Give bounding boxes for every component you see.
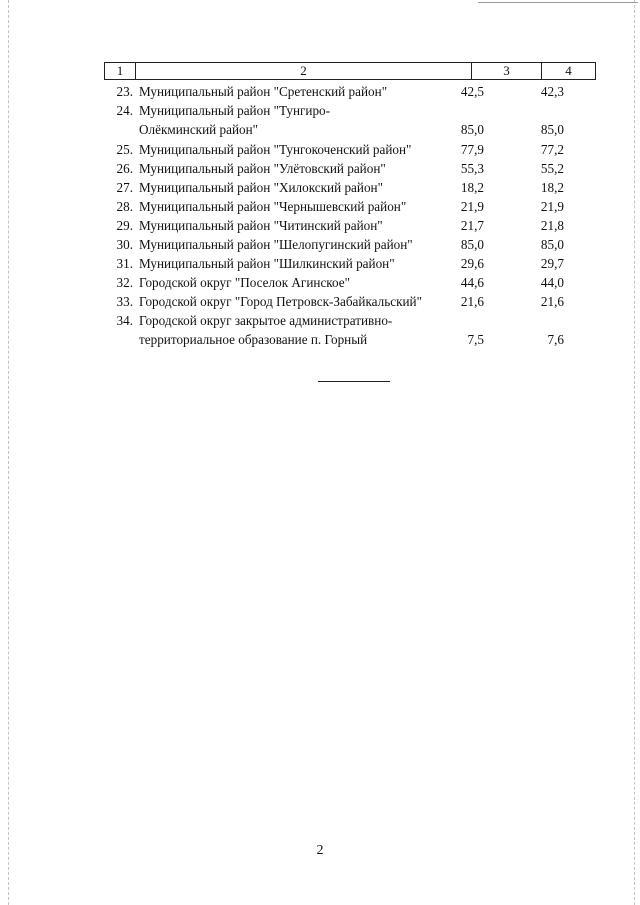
row-value-col3: 77,9 [460, 142, 484, 157]
row-value-col3: 29,6 [460, 256, 484, 271]
row-name: Муниципальный район "Шилкинский район" [139, 256, 395, 271]
table-row [104, 140, 596, 159]
row-name: Городской округ "Город Петровск-Забайкальский" [139, 294, 422, 309]
row-value-col3: 55,3 [460, 161, 484, 176]
table-body [104, 82, 596, 349]
header-cell-1: 1 [105, 63, 136, 79]
row-value-col3: 21,6 [460, 294, 484, 309]
row-name: Муниципальный район "Чернышевский район" [139, 199, 407, 214]
table-header-row [104, 62, 596, 80]
row-name: Муниципальный район "Читинский район" [139, 218, 383, 233]
row-number: 28. [116, 199, 133, 214]
row-value-col4: 85,0 [540, 237, 564, 252]
row-value-col3: 42,5 [460, 84, 484, 99]
scan-left-edge [8, 0, 9, 905]
table-row [104, 101, 596, 139]
header-cell-3: 3 [472, 63, 542, 79]
row-name: Муниципальный район "Тунгиро-Олёкминский район" [139, 103, 331, 137]
row-name: Муниципальный район "Тунгокоченский район" [139, 142, 412, 157]
row-value-col3: 85,0 [460, 237, 484, 252]
row-value-col3: 7,5 [467, 332, 484, 347]
table-row [104, 159, 596, 178]
row-value-col3: 85,0 [460, 122, 484, 137]
row-value-col4: 85,0 [540, 122, 564, 137]
row-value-col4: 21,6 [540, 294, 564, 309]
row-name: Городской округ "Поселок Агинское" [139, 275, 351, 290]
row-name: Городской округ закрытое административно-территориальное образование п. Горный [139, 313, 393, 347]
row-value-col4: 55,2 [540, 161, 564, 176]
row-number: 27. [116, 180, 133, 195]
table-row [104, 82, 596, 101]
row-value-col4: 44,0 [540, 275, 564, 290]
table-row [104, 311, 596, 349]
header-cell-4: 4 [565, 63, 572, 78]
table-row [104, 273, 596, 292]
row-name: Муниципальный район "Хилокский район" [139, 180, 383, 195]
row-value-col4: 18,2 [540, 180, 564, 195]
table-row [104, 178, 596, 197]
row-name: Муниципальный район "Шелопугинский район" [139, 237, 413, 252]
row-value-col4: 29,7 [540, 256, 564, 271]
row-number: 25. [116, 142, 133, 157]
closing-rule [318, 381, 390, 382]
row-value-col4: 7,6 [547, 332, 564, 347]
page-number: 2 [316, 843, 324, 858]
scan-right-edge [634, 0, 635, 905]
row-number: 32. [116, 275, 133, 290]
row-value-col3: 18,2 [460, 180, 484, 195]
row-value-col4: 21,8 [540, 218, 564, 233]
row-number: 24. [116, 103, 133, 118]
row-number: 33. [116, 294, 133, 309]
row-number: 30. [116, 237, 133, 252]
table-row [104, 216, 596, 235]
row-number: 29. [116, 218, 133, 233]
table-row [104, 235, 596, 254]
row-value-col3: 21,9 [460, 199, 484, 214]
table-row [104, 254, 596, 273]
row-value-col3: 44,6 [460, 275, 484, 290]
table-row [104, 292, 596, 311]
row-value-col4: 77,2 [540, 142, 564, 157]
row-number: 26. [116, 161, 133, 176]
row-value-col4: 42,3 [540, 84, 564, 99]
row-name: Муниципальный район "Улётовский район" [139, 161, 386, 176]
row-number: 23. [116, 84, 133, 99]
table-row [104, 197, 596, 216]
top-rule [478, 2, 638, 3]
row-number: 31. [116, 256, 133, 271]
header-cell-2: 2 [136, 63, 472, 79]
row-name: Муниципальный район "Сретенский район" [139, 84, 388, 99]
row-value-col3: 21,7 [460, 218, 484, 233]
row-number: 34. [116, 313, 133, 328]
row-value-col4: 21,9 [540, 199, 564, 214]
